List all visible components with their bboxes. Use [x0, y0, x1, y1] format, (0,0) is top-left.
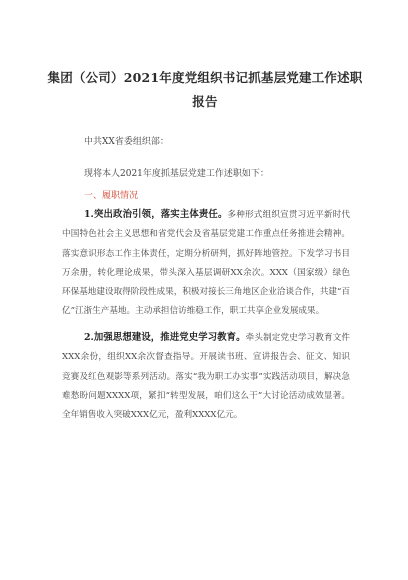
paragraph-political-leadership: [62, 205, 350, 322]
document-title: 集团（公司）2021年度党组织书记抓基层党建工作述职报告: [47, 70, 363, 109]
paragraph-body: 多种形式组织宣贯习近平新时代中国特色社会主义思想和省党代会及省基层党建工作重点任务推进会精神。落实意识形态工作主体责任，定期分析研判，抓好阵地管控。下发学习书目万余册，转化理论成果，带头深入基层调研XX余次。XXX（国家级）绿色环保基地建设取得阶段性成果，积极对接长三角地区企业洽谈合作，共建“百亿”江浙生产基地。主动承担信访维稳工作，职工共享企业发展成果。: [62, 210, 350, 317]
paragraph-body: 牵头制定党史学习教育文件XXX余份，组织XX余次督查指导。开展读书班、宣讲报告会、征文、知识竞赛及红色观影等系列活动。落实“我为职工办实事”实践活动项目，解决急难愁盼问题XXXX项，紧扣“转型发展，咱们这么干”大讨论活动成效显著。全年销售收入突破XXX亿元，盈利XXXX亿元。: [62, 333, 350, 421]
section-heading: 一、履职情况: [84, 191, 139, 201]
paragraph-lead: 1.突出政治引领，落实主体责任。: [84, 209, 228, 220]
paragraph-ideological-building: [62, 328, 350, 425]
salutation: 中共XX省委组织部：: [84, 137, 169, 147]
paragraph-lead: 2.加强思想建设，推进党史学习教育。: [84, 332, 246, 343]
intro-line: 现将本人2021年度抓基层党建工作述职如下：: [84, 169, 269, 179]
